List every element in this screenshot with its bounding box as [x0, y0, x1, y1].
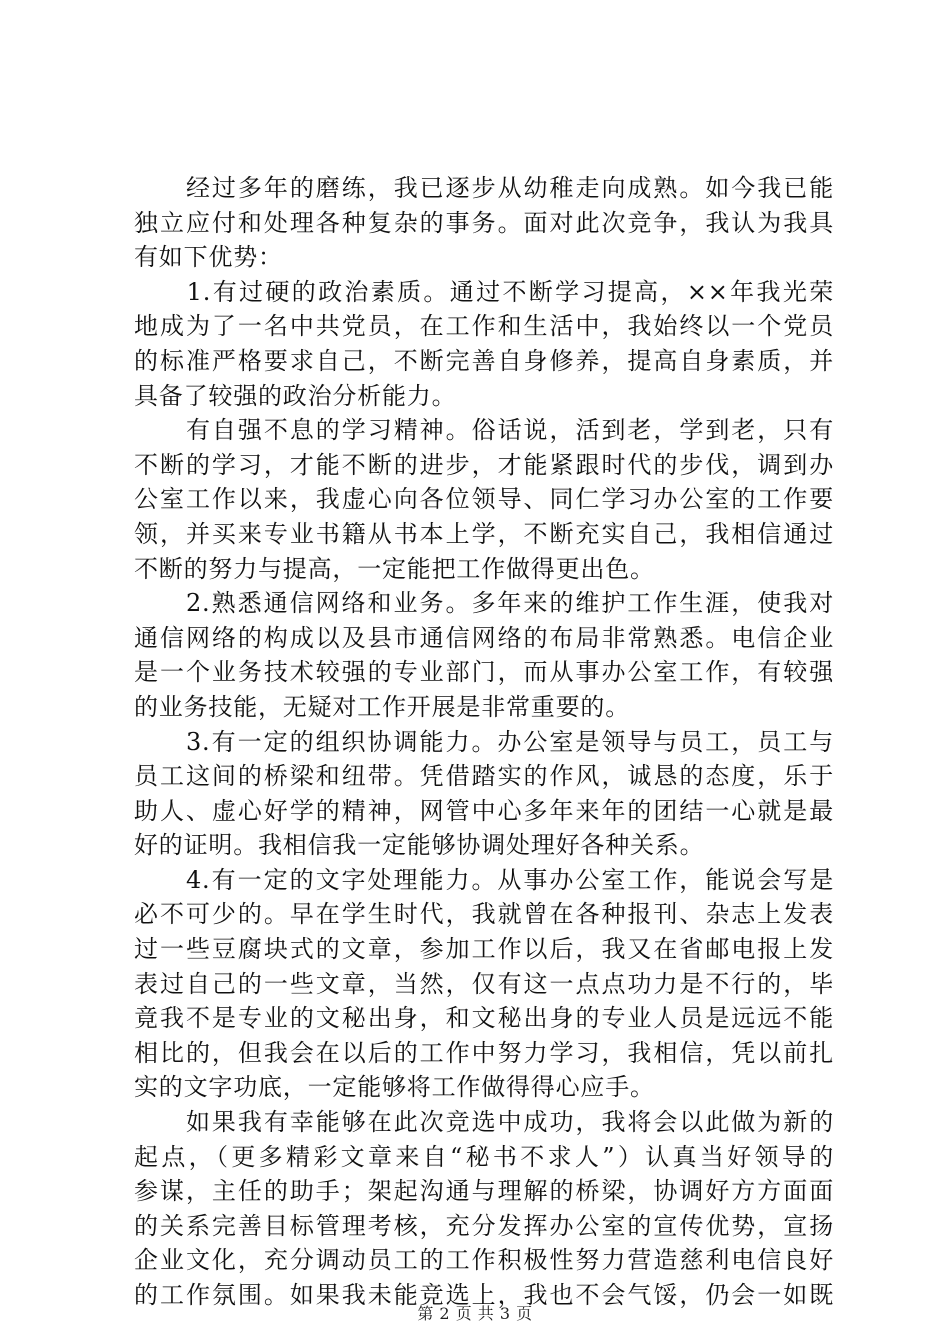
paragraph-line: 独立应付和处理各种复杂的事务。面对此次竞争，我认为我具: [134, 208, 834, 237]
paragraph-line: 助人、虚心好学的精神，网管中心多年来年的团结一心就是最: [134, 796, 834, 825]
paragraph-line: 公室工作以来，我虚心向各位领导、同仁学习办公室的工作要: [134, 485, 834, 514]
paragraph-line: 有自强不息的学习精神。俗话说，活到老，学到老，只有: [134, 416, 834, 445]
paragraph-line: 实的文字功底，一定能够将工作做得得心应手。: [134, 1073, 655, 1102]
paragraph-line: 通信网络的构成以及县市通信网络的布局非常熟悉。电信企业: [134, 623, 834, 652]
paragraph-line: 2.熟悉通信网络和业务。多年来的维护工作生涯，使我对: [134, 589, 834, 618]
paragraph-line: 过一些豆腐块式的文章，参加工作以后，我又在省邮电报上发: [134, 935, 834, 964]
paragraph-line: 好的证明。我相信我一定能够协调处理好各种关系。: [134, 831, 705, 860]
paragraph-line: 经过多年的磨练，我已逐步从幼稚走向成熟。如今我已能: [134, 174, 834, 202]
paragraph-line: 的标准严格要求自己，不断完善自身修养，提高自身素质，并: [134, 346, 834, 375]
paragraph-line: 企业文化，充分调动员工的工作积极性努力营造慈利电信良好: [134, 1246, 834, 1275]
paragraph-line: 的业务技能，无疑对工作开展是非常重要的。: [134, 692, 630, 721]
page-number-footer: 第 2 页 共 3 页: [417, 1304, 533, 1323]
paragraph-line: 4.有一定的文字处理能力。从事办公室工作，能说会写是: [134, 865, 834, 894]
paragraph-line: 是一个业务技术较强的专业部门，而从事办公室工作，有较强: [134, 658, 834, 687]
paragraph-line: 的关系完善目标管理考核，充分发挥办公室的宣传优势，宣扬: [134, 1211, 834, 1240]
paragraph-line: 不断的学习，才能不断的进步，才能紧跟时代的步伐，调到办: [134, 450, 834, 479]
paragraph-line: 竟我不是专业的文秘出身，和文秘出身的专业人员是远远不能: [134, 1004, 834, 1033]
paragraph-line: 起点，（更多精彩文章来自“秘书不求人”）认真当好领导的: [134, 1142, 834, 1171]
paragraph-line: 的工作氛围。如果我未能竞选上，我也不会气馁，仍会一如既: [134, 1281, 834, 1309]
paragraph-line: 具备了较强的政治分析能力。: [134, 381, 457, 410]
paragraph-line: 参谋，主任的助手；架起沟通与理解的桥梁，协调好方方面面: [134, 1177, 834, 1206]
paragraph-line: 3.有一定的组织协调能力。办公室是领导与员工，员工与: [134, 727, 834, 756]
paragraph-line: 地成为了一名中共党员，在工作和生活中，我始终以一个党员: [134, 312, 834, 341]
paragraph-line: 相比的，但我会在以后的工作中努力学习，我相信，凭以前扎: [134, 1038, 834, 1067]
paragraph-line: 表过自己的一些文章，当然，仅有这一点点功力是不行的，毕: [134, 969, 834, 998]
paragraph-line: 员工这间的桥梁和纽带。凭借踏实的作风，诚恳的态度，乐于: [134, 762, 834, 791]
paragraph-line: 不断的努力与提高，一定能把工作做得更出色。: [134, 554, 655, 583]
paragraph-line: 领，并买来专业书籍从书本上学，不断充实自己，我相信通过: [134, 519, 834, 548]
paragraph-line: 必不可少的。早在学生时代，我就曾在各种报刊、杂志上发表: [134, 900, 834, 929]
paragraph-line: 有如下优势：: [134, 243, 283, 272]
paragraph-line: 如果我有幸能够在此次竞选中成功，我将会以此做为新的: [134, 1108, 834, 1137]
paragraph-line: 1.有过硬的政治素质。通过不断学习提高，××年我光荣: [134, 277, 834, 306]
document-body: [134, 171, 834, 1313]
